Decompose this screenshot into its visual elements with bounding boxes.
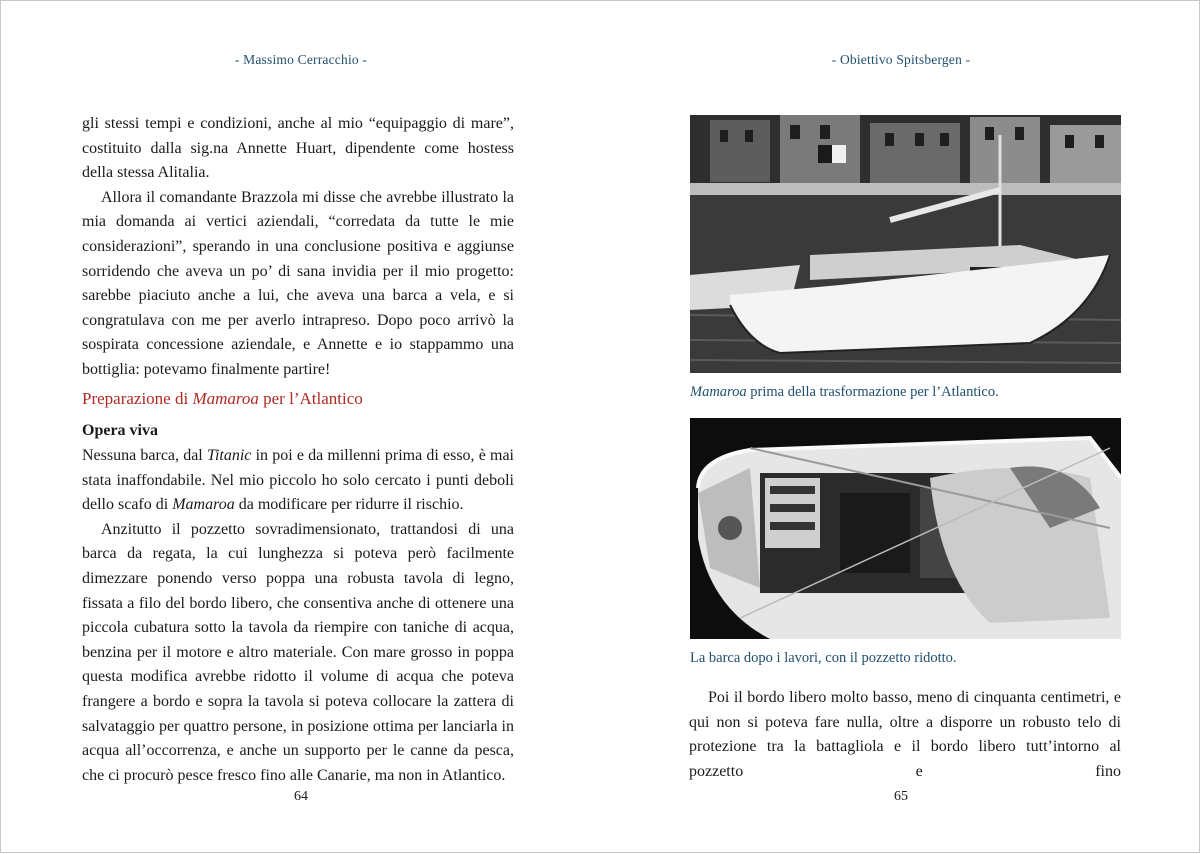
left-paragraph-3-titanic: Titanic: [206, 447, 252, 464]
section-heading-boat-name: Mamaroa: [192, 389, 259, 408]
left-paragraph-4: Anzitutto il pozzetto sovradimensionato, trattandosi di una barca da regata, la cui lunghezza si poteva però facilmente dimezzare ponendo verso poppa una robusta tavola di legno, fissata a filo del bordo libero, che consentiva anche di ottenere una piccola cubatura sotto la tavola da riempire con taniche di acqua, benzina per il motore e altro materiale. Con mare grosso in poppa questa modifica avrebbe ridotto il volume di acqua che poteva frangere a bordo e sopra la tavola si poteva collocare la zattera di salvataggio per quattro persone, in posizione ottima per lanciarla in acqua all’occorrenza, e anche un supporto per le canne da pesca, che ci procurò pesce fresco fino alle Canarie, ma non in Atlantico.: [82, 520, 514, 784]
left-paragraph-3-part-a: Nessuna barca, dal: [82, 447, 207, 464]
left-text-block-2: [82, 444, 514, 788]
right-paragraph-1: Poi il bordo libero molto basso, meno di cinquanta centimetri, e qui non si poteva fare nulla, oltre a disporre un robusto telo di protezione tra la battagliola e il bordo libero tutt’intorno al pozzetto e fino: [689, 689, 1121, 780]
left-paragraph-3-mamaroa: Mamaroa: [172, 496, 235, 514]
photo-sailboat-harbour-image: [690, 115, 1121, 373]
running-header-left: - Massimo Cerracchio -: [234, 52, 368, 67]
left-text-block-1: [82, 112, 514, 383]
caption-photo-1-boat-name: Mamaroa: [690, 384, 747, 400]
left-paragraph-3-part-c: da modificare per ridurre il rischio.: [234, 496, 464, 514]
page-number-right: 65: [894, 789, 908, 804]
section-heading-suffix: per l’Atlantico: [258, 389, 363, 408]
caption-photo-2: La barca dopo i lavori, con il pozzetto ridotto.: [690, 650, 957, 666]
photo-cockpit-above-image: [690, 418, 1121, 639]
subheading: Opera viva: [82, 422, 158, 439]
right-text-block: [689, 686, 1121, 784]
left-paragraph-1: gli stessi tempi e condizioni, anche al mio “equipaggio di mare”, costituito dalla sig.na Annette Huart, dipendente come hostess della stessa Alitalia.: [82, 115, 514, 182]
caption-photo-1-text: prima della trasformazione per l’Atlantico.: [746, 384, 999, 400]
left-paragraph-3: [82, 444, 514, 518]
left-paragraph-3-part-b: in poi e da millenni prima di esso, è mai stata inaffondabile. Nel mio piccolo ho solo cercato i punti deboli dello scafo di: [82, 447, 515, 514]
section-heading: [82, 389, 514, 409]
running-header-right: - Obiettivo Spitsbergen -: [831, 52, 971, 67]
left-page: [1, 1, 601, 854]
caption-photo-1: [690, 384, 1122, 401]
right-page: [601, 1, 1200, 854]
page-number-left: 64: [294, 789, 308, 804]
photo-sailboat-harbour: [690, 115, 1121, 373]
section-heading-prefix: Preparazione di: [82, 389, 193, 408]
photo-cockpit-above: [690, 418, 1121, 639]
left-paragraph-2: Allora il comandante Brazzola mi disse che avrebbe illustrato la mia domanda ai vertici aziendali, “corredata da tutte le mie considerazioni”, sperando in una conclusione positiva e aggiunse sorridendo che aveva un po’ di sana invidia per il mio progetto: sarebbe piaciuto anche a lui, che aveva una barca a vela, e si congratulava con me per averlo intrapreso. Dopo poco arrivò la sospirata concessione aziendale, e Annette e io stappammo una bottiglia: potevamo finalmente partire!: [82, 188, 514, 378]
